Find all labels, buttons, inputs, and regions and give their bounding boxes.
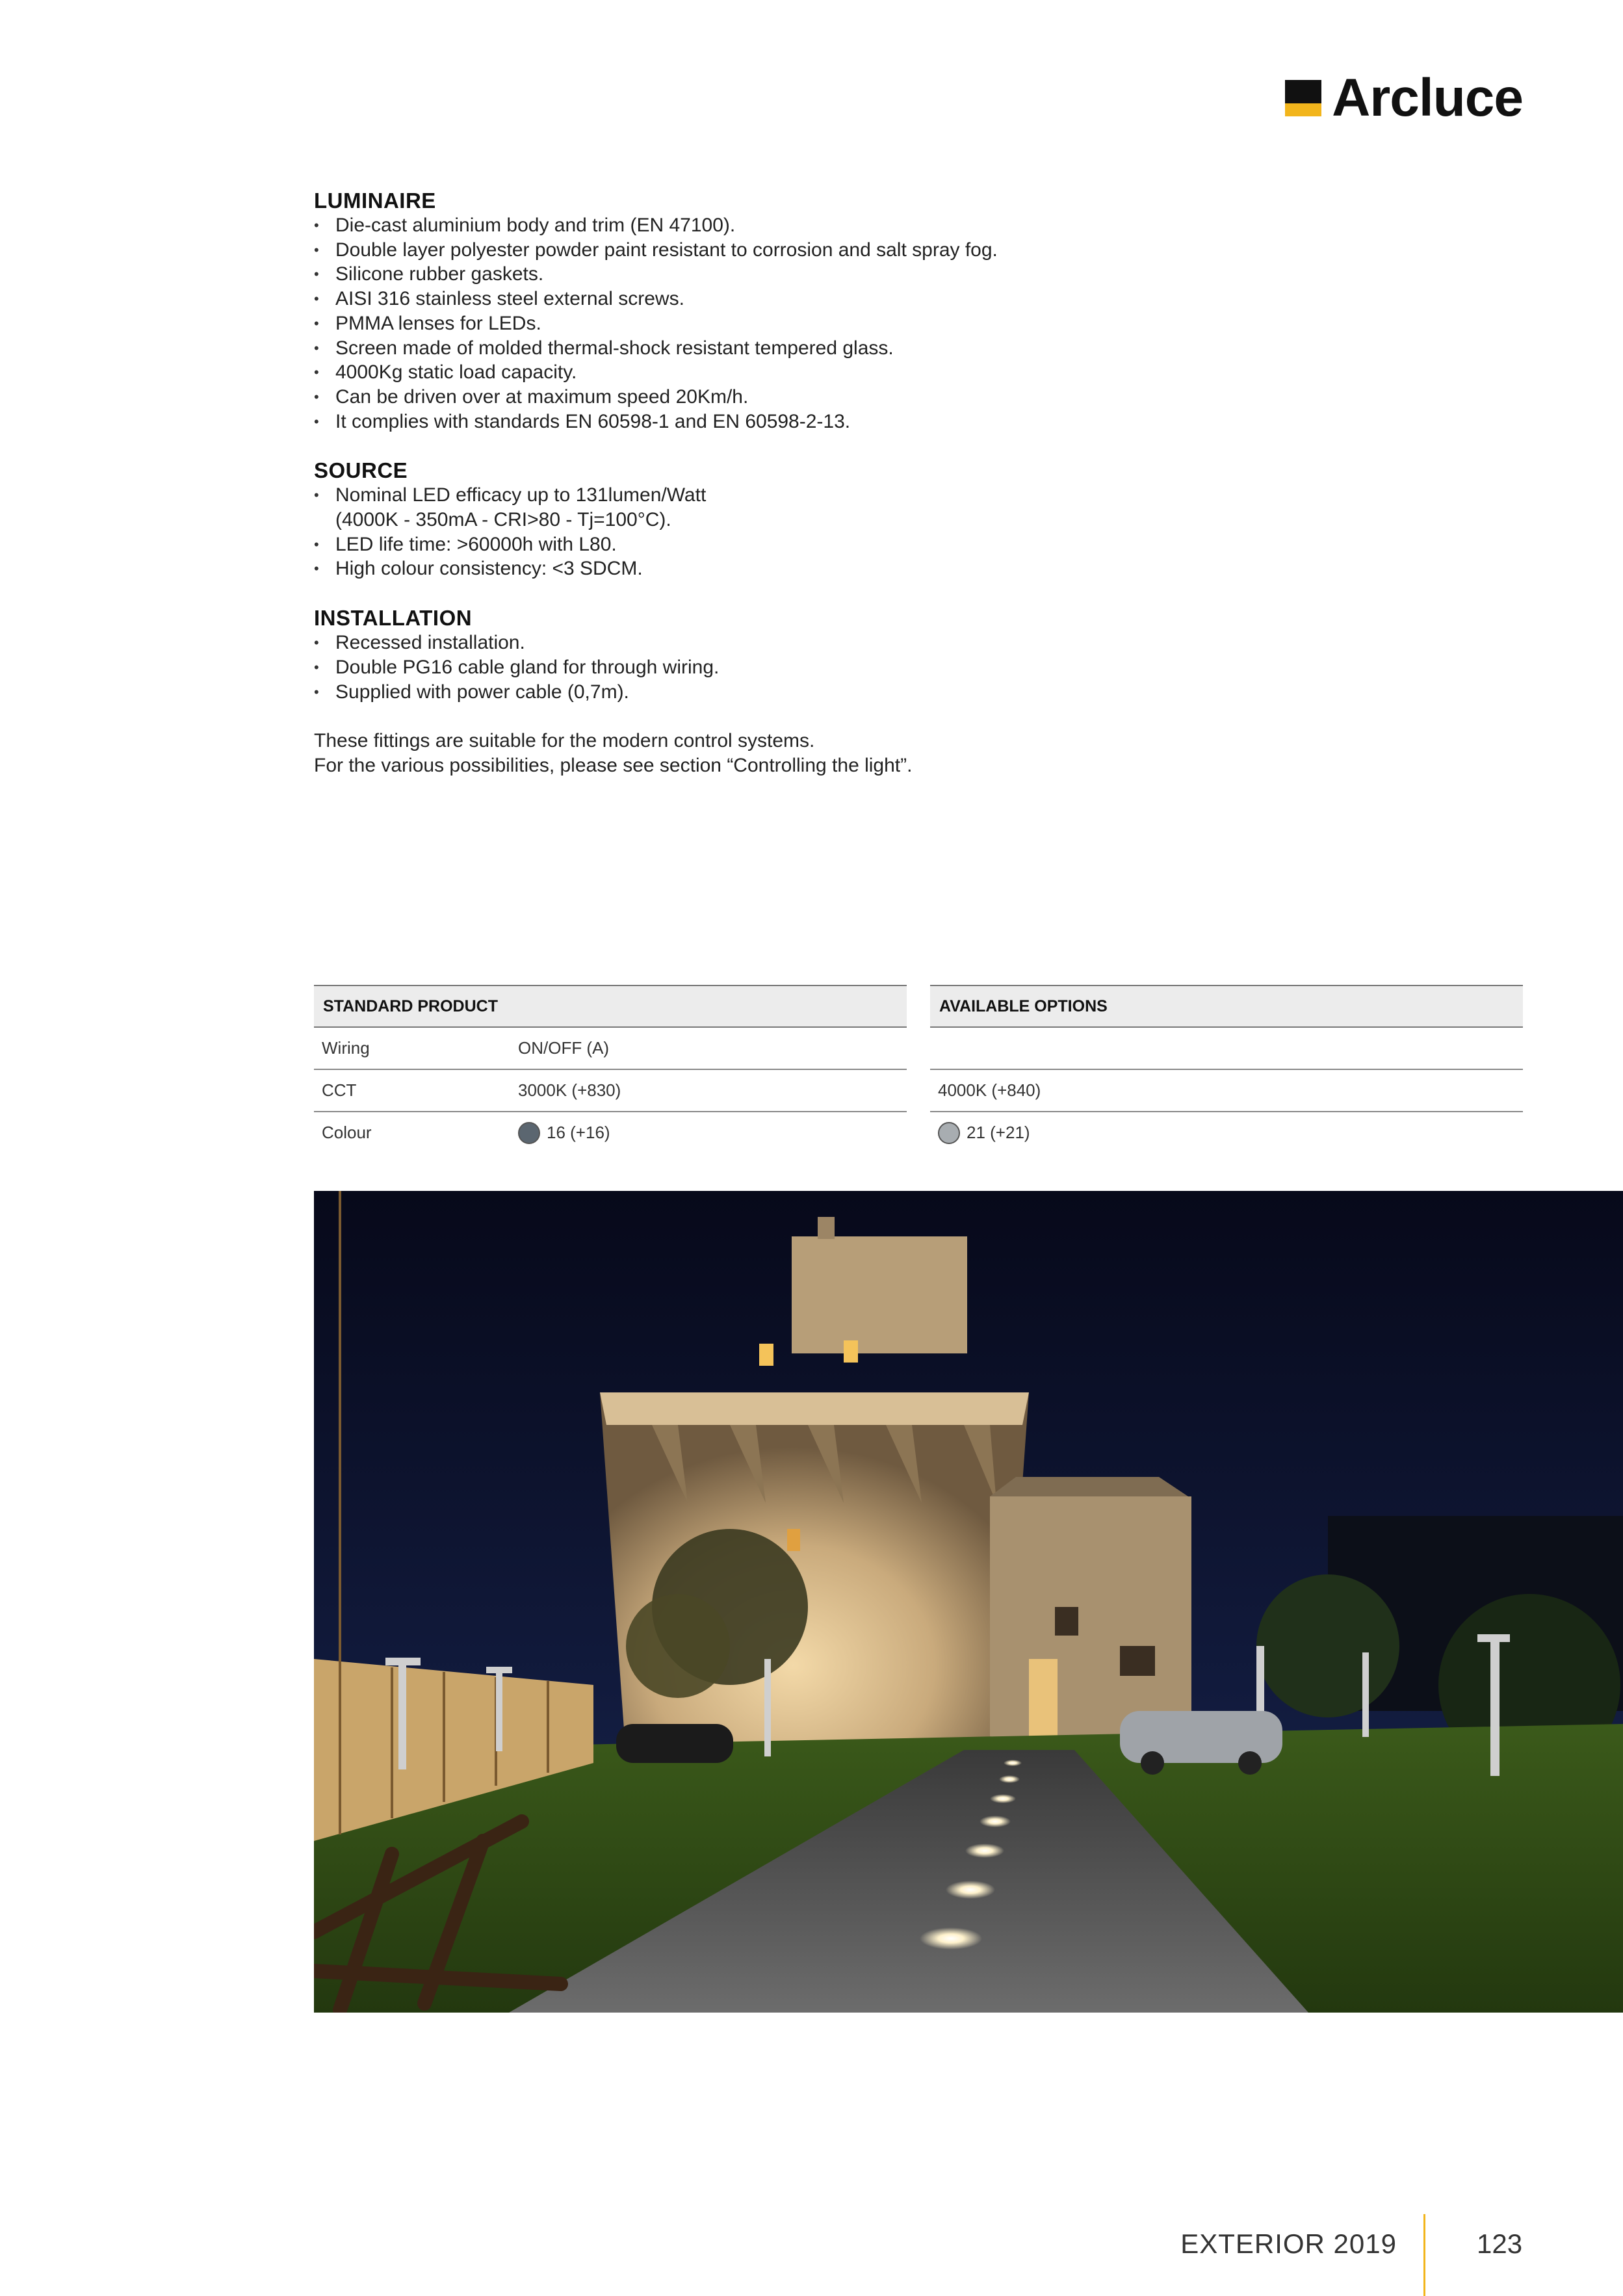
product-installation-photo	[314, 1191, 1623, 2013]
list-item	[314, 483, 1224, 532]
bullet-list	[314, 631, 1224, 704]
colour-swatch-icon	[938, 1122, 960, 1144]
row-value: 3000K (+830)	[518, 1080, 621, 1100]
section-title: SOURCE	[314, 458, 408, 483]
footer-divider	[1423, 2214, 1425, 2296]
row-value: 4000K (+840)	[938, 1080, 1041, 1100]
list-item: • 4000Kg static load capacity.	[314, 360, 1224, 385]
table-row	[930, 1112, 1523, 1153]
section-source	[314, 458, 1224, 581]
row-value	[518, 1122, 610, 1144]
list-item: • PMMA lenses for LEDs.	[314, 311, 1224, 336]
table-header: STANDARD PRODUCT	[314, 985, 907, 1028]
list-item: • Double layer polyester powder paint resistant to corrosion and salt spray fog.	[314, 238, 1224, 263]
bullet-list	[314, 483, 1224, 581]
row-value	[930, 1122, 1030, 1144]
list-item: • Screen made of molded thermal-shock resistant tempered glass.	[314, 336, 1224, 361]
list-item: • Supplied with power cable (0,7m).	[314, 680, 1224, 705]
colour-swatch-icon	[518, 1122, 540, 1144]
colour-code: 21 (+21)	[967, 1123, 1030, 1142]
table-row	[314, 1070, 907, 1112]
logo-mark-icon	[1285, 80, 1321, 116]
table-header: AVAILABLE OPTIONS	[930, 985, 1523, 1028]
list-item: • AISI 316 stainless steel external screws.	[314, 287, 1224, 311]
table-row	[930, 1028, 1523, 1070]
standard-product-table	[314, 985, 907, 1153]
bullet-list	[314, 213, 1224, 434]
spec-text	[314, 189, 1224, 778]
table-row	[314, 1112, 907, 1153]
list-item: • LED life time: >60000h with L80.	[314, 532, 1224, 557]
list-item: • Die-cast aluminium body and trim (EN 47100).	[314, 213, 1224, 238]
table-row	[930, 1070, 1523, 1112]
brand-logo	[1285, 68, 1523, 127]
list-item-line: • Nominal LED efficacy up to 131lumen/Watt	[335, 484, 707, 506]
brand-name: Arcluce	[1332, 68, 1523, 127]
section-title: LUMINAIRE	[314, 189, 436, 213]
section-title: INSTALLATION	[314, 606, 473, 631]
colour-code: 16 (+16)	[547, 1123, 610, 1142]
list-item: • High colour consistency: <3 SDCM.	[314, 556, 1224, 581]
list-item: • Silicone rubber gaskets.	[314, 262, 1224, 287]
list-item: • Double PG16 cable gland for through wiring.	[314, 655, 1224, 680]
list-item: • It complies with standards EN 60598-1 and EN 60598-2-13.	[314, 410, 1224, 434]
list-item-line: (4000K - 350mA - CRI>80 - Tj=100°C).	[335, 509, 671, 531]
section-installation	[314, 606, 1224, 704]
list-item: • Recessed installation.	[314, 631, 1224, 655]
row-label: Wiring	[322, 1038, 370, 1058]
section-luminaire	[314, 189, 1224, 434]
row-value: ON/OFF (A)	[518, 1038, 610, 1058]
list-item: • Can be driven over at maximum speed 20Km/h.	[314, 385, 1224, 410]
row-label: CCT	[322, 1080, 357, 1100]
row-label: Colour	[322, 1123, 372, 1142]
footer-section-title: EXTERIOR 2019	[1180, 2228, 1397, 2259]
page-number: 123	[1477, 2228, 1523, 2259]
table-row	[314, 1028, 907, 1070]
note-line: For the various possibilities, please see section “Controlling the light”.	[314, 754, 913, 776]
available-options-table	[930, 985, 1523, 1153]
control-systems-note	[314, 729, 1224, 777]
note-line: These fittings are suitable for the modern control systems.	[314, 730, 815, 752]
